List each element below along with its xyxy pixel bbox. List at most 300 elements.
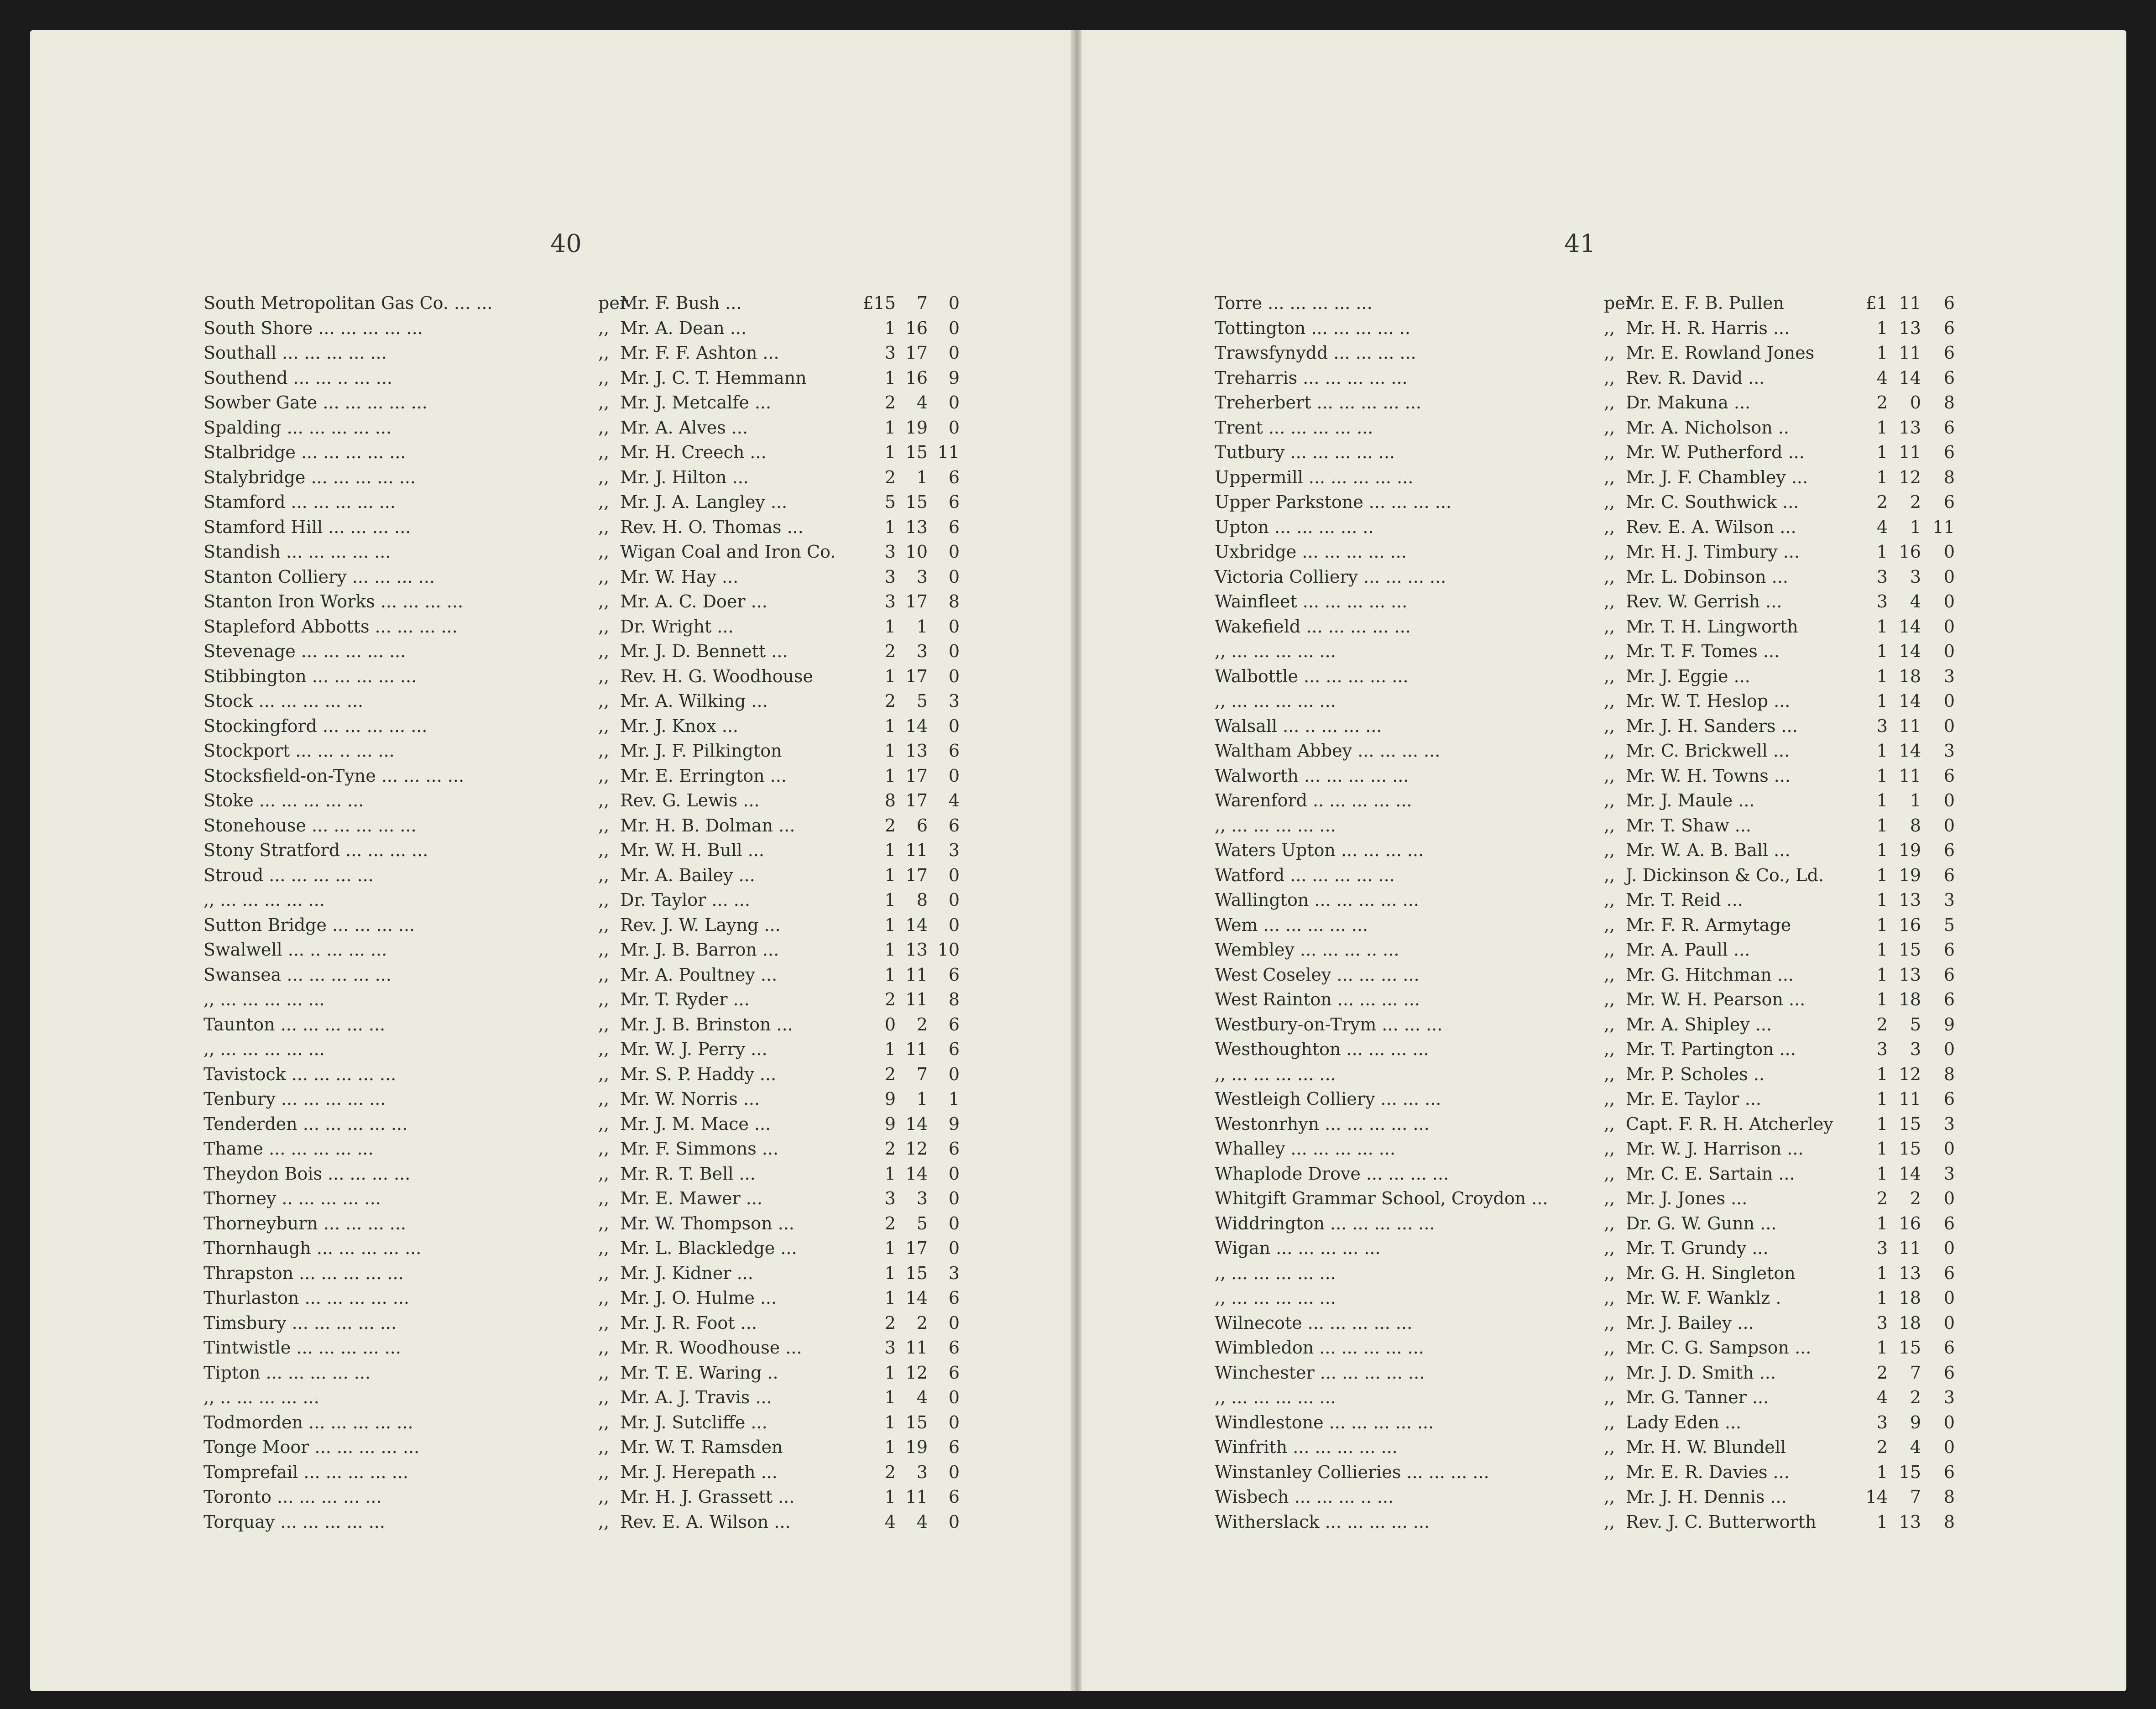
amount-shillings: 19 <box>905 1437 928 1457</box>
amount-pence: 6 <box>948 492 960 512</box>
amount-shillings: 5 <box>1910 1014 1921 1035</box>
amount-shillings: 12 <box>905 1362 928 1383</box>
per-mark: ,, <box>598 890 610 910</box>
amount-pounds: 3 <box>884 343 896 363</box>
amount-pounds: 1 <box>884 417 896 438</box>
per-mark: ,, <box>598 989 610 1009</box>
list-item <box>1081 1484 2126 1510</box>
contact-name: Rev. R. David ... <box>1626 367 1765 388</box>
amount-pounds: 1 <box>1876 741 1888 761</box>
contact-name: J. Dickinson & Co., Ld. <box>1626 865 1824 885</box>
list-item <box>1081 813 2126 838</box>
list-item <box>1081 515 2126 540</box>
list-item <box>30 1335 1070 1360</box>
amount-shillings: 13 <box>1899 417 1921 438</box>
per-mark: ,, <box>598 940 610 960</box>
per-mark: ,, <box>1604 1213 1615 1233</box>
per-mark: ,, <box>598 367 610 388</box>
amount-pounds: 1 <box>1876 1163 1888 1184</box>
place-name: South Shore ... ... ... ... ... <box>204 318 423 338</box>
list-item <box>1081 788 2126 813</box>
amount-pounds: 1 <box>1876 318 1888 338</box>
per-mark: ,, <box>598 616 610 637</box>
place-name: Stanton Iron Works ... ... ... ... <box>204 591 464 611</box>
list-item <box>30 788 1070 813</box>
contact-name: Mr. A. Shipley ... <box>1626 1014 1772 1035</box>
contact-name: Mr. C. Southwick ... <box>1626 492 1799 512</box>
per-mark: per <box>1604 293 1634 313</box>
list-item <box>30 515 1070 540</box>
place-name: Swalwell ... .. ... ... ... <box>204 940 387 960</box>
amount-pence: 1 <box>948 1089 960 1109</box>
amount-shillings: 17 <box>905 765 928 786</box>
list-item <box>30 1186 1070 1211</box>
amount-pounds: 1 <box>1876 1462 1888 1482</box>
amount-pounds: 1 <box>1876 542 1888 562</box>
contact-name: Mr. E. Mawer ... <box>620 1188 763 1208</box>
per-mark: ,, <box>1604 1462 1615 1482</box>
amount-shillings: 17 <box>905 865 928 885</box>
contact-name: Mr. J. R. Foot ... <box>620 1312 757 1333</box>
list-item <box>30 1136 1070 1161</box>
amount-pence: 11 <box>937 442 960 462</box>
list-item <box>1081 1062 2126 1087</box>
amount-pence: 0 <box>948 417 960 438</box>
place-name: Winchester ... ... ... ... ... <box>1215 1362 1425 1383</box>
amount-shillings: 1 <box>916 1089 928 1109</box>
amount-pence: 6 <box>1943 293 1955 313</box>
amount-shillings: 15 <box>1899 1462 1921 1482</box>
amount-pounds: 1 <box>1876 890 1888 910</box>
amount-shillings: 11 <box>905 840 928 860</box>
list-item <box>1081 340 2126 366</box>
contact-name: Mr. P. Scholes .. <box>1626 1064 1765 1084</box>
contact-name: Rev. H. O. Thomas ... <box>620 517 804 537</box>
contact-name: Mr. J. A. Langley ... <box>620 492 788 512</box>
amount-pence: 0 <box>1943 616 1955 637</box>
place-name: Victoria Colliery ... ... ... ... <box>1215 566 1446 587</box>
contact-name: Mr. E. Taylor ... <box>1626 1089 1761 1109</box>
place-name: Wisbech ... ... ... .. ... <box>1215 1487 1394 1507</box>
contact-name: Mr. A. Nicholson .. <box>1626 417 1789 438</box>
list-item <box>30 763 1070 789</box>
contact-name: Mr. R. Woodhouse ... <box>620 1338 802 1358</box>
amount-shillings: 15 <box>905 1263 928 1283</box>
contact-name: Mr. W. Thompson ... <box>620 1213 794 1233</box>
list-item <box>30 813 1070 838</box>
per-mark: ,, <box>1604 1338 1615 1358</box>
place-name: Westhoughton ... ... ... ... <box>1215 1039 1429 1059</box>
contact-name: Mr. T. Grundy ... <box>1626 1238 1769 1258</box>
amount-shillings: 1 <box>1910 790 1921 810</box>
list-item <box>1081 1211 2126 1236</box>
amount-shillings: 16 <box>1899 1213 1921 1233</box>
amount-shillings: 19 <box>1899 840 1921 860</box>
amount-pounds: 3 <box>884 1188 896 1208</box>
amount-pounds: 1 <box>884 1238 896 1258</box>
amount-shillings: 11 <box>1899 343 1921 363</box>
place-name: ,, ... ... ... ... ... <box>204 989 325 1009</box>
amount-pence: 8 <box>1943 467 1955 487</box>
per-mark: ,, <box>598 1338 610 1358</box>
amount-pence: 6 <box>948 1288 960 1308</box>
amount-pence: 3 <box>948 1263 960 1283</box>
amount-pence: 8 <box>1943 1487 1955 1507</box>
amount-pounds: 4 <box>884 1511 896 1532</box>
amount-pounds: 3 <box>884 566 896 587</box>
amount-pence: 5 <box>1943 915 1955 935</box>
place-name: Tenbury ... ... ... ... ... <box>204 1089 386 1109</box>
list-item <box>30 863 1070 888</box>
amount-shillings: 14 <box>905 1288 928 1308</box>
place-name: Tavistock ... ... ... ... ... <box>204 1064 397 1084</box>
amount-pence: 8 <box>948 989 960 1009</box>
contact-name: Mr. W. T. Ramsden <box>620 1437 783 1457</box>
per-mark: ,, <box>1604 467 1615 487</box>
amount-shillings: 13 <box>1899 318 1921 338</box>
per-mark: ,, <box>1604 492 1615 512</box>
amount-pence: 0 <box>948 293 960 313</box>
amount-shillings: 18 <box>1899 1312 1921 1333</box>
amount-pounds: 1 <box>1876 1288 1888 1308</box>
per-mark: ,, <box>598 1412 610 1432</box>
list-item <box>30 987 1070 1012</box>
amount-pence: 0 <box>948 716 960 736</box>
amount-pounds: 1 <box>1876 840 1888 860</box>
amount-pounds: 1 <box>1876 442 1888 462</box>
contact-name: Mr. J. D. Bennett ... <box>620 641 788 661</box>
list-item <box>30 589 1070 614</box>
place-name: Treharris ... ... ... ... ... <box>1215 367 1408 388</box>
list-item <box>30 1460 1070 1485</box>
amount-shillings: 2 <box>916 1014 928 1035</box>
contact-name: Capt. F. R. H. Atcherley <box>1626 1113 1833 1134</box>
list-item <box>30 564 1070 590</box>
per-mark: ,, <box>598 1188 610 1208</box>
contact-name: Mr. C. E. Sartain ... <box>1626 1163 1795 1184</box>
list-item <box>1081 689 2126 714</box>
amount-shillings: 7 <box>916 293 928 313</box>
per-mark: ,, <box>1604 1437 1615 1457</box>
amount-pounds: 1 <box>1876 815 1888 836</box>
amount-pounds: 4 <box>1876 367 1888 388</box>
contact-name: Mr. T. Reid ... <box>1626 890 1743 910</box>
amount-pounds: 1 <box>1876 1139 1888 1159</box>
amount-shillings: 17 <box>905 790 928 810</box>
amount-pounds: 1 <box>884 1362 896 1383</box>
contact-name: Mr. F. Bush ... <box>620 293 742 313</box>
amount-shillings: 12 <box>1899 1064 1921 1084</box>
place-name: ,, ... ... ... ... ... <box>1215 1387 1336 1407</box>
amount-shillings: 14 <box>905 1163 928 1184</box>
per-mark: ,, <box>1604 616 1615 637</box>
amount-pence: 6 <box>1943 940 1955 960</box>
amount-pounds: 3 <box>1876 716 1888 736</box>
amount-shillings: 14 <box>1899 741 1921 761</box>
contact-name: Mr. T. E. Waring .. <box>620 1362 778 1383</box>
amount-pence: 9 <box>948 367 960 388</box>
amount-shillings: 3 <box>916 566 928 587</box>
list-item <box>1081 1087 2126 1112</box>
amount-shillings: 11 <box>905 1039 928 1059</box>
contact-name: Mr. W. H. Bull ... <box>620 840 764 860</box>
per-mark: ,, <box>1604 1163 1615 1184</box>
contact-name: Mr. A. J. Travis ... <box>620 1387 772 1407</box>
per-mark: ,, <box>598 641 610 661</box>
amount-pounds: 2 <box>884 641 896 661</box>
contact-name: Mr. J. Herepath ... <box>620 1462 778 1482</box>
place-name: ,, ... ... ... ... ... <box>204 1039 325 1059</box>
amount-pence: 6 <box>948 1039 960 1059</box>
list-item <box>30 913 1070 938</box>
amount-pence: 6 <box>1943 343 1955 363</box>
place-name: Walworth ... ... ... ... ... <box>1215 765 1409 786</box>
amount-shillings: 1 <box>916 616 928 637</box>
list-item <box>30 639 1070 664</box>
amount-pence: 0 <box>948 1462 960 1482</box>
page-number: 41 <box>1564 229 1596 258</box>
contact-name: Lady Eden ... <box>1626 1412 1742 1432</box>
amount-shillings: 17 <box>905 343 928 363</box>
amount-shillings: 0 <box>1910 392 1921 413</box>
amount-pence: 0 <box>1943 1139 1955 1159</box>
amount-shillings: 7 <box>916 1064 928 1084</box>
place-name: Waltham Abbey ... ... ... ... <box>1215 741 1441 761</box>
amount-pounds: 8 <box>884 790 896 810</box>
amount-pence: 11 <box>1932 517 1955 537</box>
amount-pounds: 1 <box>884 1437 896 1457</box>
list-item <box>30 1037 1070 1062</box>
list-item <box>1081 539 2126 564</box>
place-name: Wigan ... ... ... ... ... <box>1215 1238 1381 1258</box>
contact-name: Mr. H. R. Harris ... <box>1626 318 1790 338</box>
list-item <box>1081 1261 2126 1286</box>
subscription-list <box>1081 291 2126 1534</box>
per-mark: ,, <box>1604 591 1615 611</box>
per-mark: per <box>598 293 628 313</box>
contact-name: Mr. J. F. Pilkington <box>620 741 782 761</box>
list-item <box>1081 714 2126 739</box>
place-name: Witherslack ... ... ... ... ... <box>1215 1511 1430 1532</box>
per-mark: ,, <box>1604 1113 1615 1134</box>
place-name: Westonrhyn ... ... ... ... ... <box>1215 1113 1430 1134</box>
amount-pounds: 4 <box>1876 1387 1888 1407</box>
list-item <box>30 1236 1070 1261</box>
amount-pounds: 2 <box>884 815 896 836</box>
amount-shillings: 10 <box>905 542 928 562</box>
amount-pounds: 3 <box>884 1338 896 1358</box>
amount-pounds: 1 <box>884 840 896 860</box>
contact-name: Mr. L. Dobinson ... <box>1626 566 1788 587</box>
place-name: Thorneyburn ... ... ... ... <box>204 1213 406 1233</box>
list-item <box>1081 564 2126 590</box>
place-name: ,, ... ... ... ... ... <box>1215 1263 1336 1283</box>
place-name: ,, ... ... ... ... ... <box>204 890 325 910</box>
contact-name: Mr. E. R. Davies ... <box>1626 1462 1790 1482</box>
place-name: Trent ... ... ... ... ... <box>1215 417 1373 438</box>
place-name: West Rainton ... ... ... ... <box>1215 989 1420 1009</box>
amount-pounds: 3 <box>1876 1412 1888 1432</box>
amount-pounds: 1 <box>884 1039 896 1059</box>
list-item <box>30 1410 1070 1435</box>
per-mark: ,, <box>1604 367 1615 388</box>
per-mark: ,, <box>1604 1014 1615 1035</box>
place-name: Trawsfynydd ... ... ... ... <box>1215 343 1416 363</box>
amount-pounds: 1 <box>1876 964 1888 985</box>
place-name: Tintwistle ... ... ... ... ... <box>204 1338 401 1358</box>
list-item <box>30 1484 1070 1510</box>
place-name: Thurlaston ... ... ... ... ... <box>204 1288 409 1308</box>
place-name: Stapleford Abbotts ... ... ... ... <box>204 616 458 637</box>
per-mark: ,, <box>1604 343 1615 363</box>
amount-pence: 6 <box>1943 492 1955 512</box>
amount-pounds: 1 <box>1876 1064 1888 1084</box>
per-mark: ,, <box>1604 318 1615 338</box>
amount-pence: 6 <box>948 517 960 537</box>
amount-shillings: 12 <box>905 1139 928 1159</box>
amount-pence: 0 <box>948 566 960 587</box>
per-mark: ,, <box>1604 1188 1615 1208</box>
place-name: Warenford .. ... ... ... ... <box>1215 790 1412 810</box>
per-mark: ,, <box>1604 392 1615 413</box>
amount-pounds: 1 <box>884 367 896 388</box>
place-name: Whaplode Drove ... ... ... ... <box>1215 1163 1449 1184</box>
amount-pounds: 1 <box>1876 1511 1888 1532</box>
list-item <box>30 888 1070 913</box>
amount-pounds: 1 <box>1876 865 1888 885</box>
per-mark: ,, <box>598 691 610 711</box>
contact-name: Mr. A. C. Doer ... <box>620 591 767 611</box>
per-mark: ,, <box>598 343 610 363</box>
amount-pence: 0 <box>948 1163 960 1184</box>
place-name: ,, .. ... ... ... ... <box>204 1387 319 1407</box>
contact-name: Dr. Makuna ... <box>1626 392 1751 413</box>
amount-pounds: 1 <box>1876 1338 1888 1358</box>
amount-shillings: 11 <box>1899 1238 1921 1258</box>
per-mark: ,, <box>598 591 610 611</box>
per-mark: ,, <box>598 790 610 810</box>
per-mark: ,, <box>598 840 610 860</box>
place-name: Stalybridge ... ... ... ... ... <box>204 467 416 487</box>
amount-shillings: 18 <box>1899 1288 1921 1308</box>
list-item <box>1081 937 2126 962</box>
place-name: Winstanley Collieries ... ... ... ... <box>1215 1462 1489 1482</box>
per-mark: ,, <box>598 765 610 786</box>
amount-pence: 8 <box>948 591 960 611</box>
list-item <box>1081 589 2126 614</box>
amount-shillings: 5 <box>916 1213 928 1233</box>
list-item <box>1081 1311 2126 1336</box>
place-name: Upton ... ... ... ... .. <box>1215 517 1374 537</box>
page-number: 40 <box>550 229 582 258</box>
list-item <box>30 1435 1070 1460</box>
amount-pence: 3 <box>1943 741 1955 761</box>
place-name: Stevenage ... ... ... ... ... <box>204 641 406 661</box>
per-mark: ,, <box>1604 566 1615 587</box>
list-item <box>1081 291 2126 316</box>
amount-pence: 6 <box>948 741 960 761</box>
contact-name: Rev. H. G. Woodhouse <box>620 666 814 686</box>
amount-shillings: 4 <box>916 1387 928 1407</box>
contact-name: Mr. A. Alves ... <box>620 417 748 438</box>
list-item <box>30 1161 1070 1186</box>
contact-name: Mr. J. F. Chambley ... <box>1626 467 1808 487</box>
amount-shillings: 11 <box>1899 442 1921 462</box>
amount-pence: 6 <box>1943 442 1955 462</box>
amount-pence: 0 <box>1943 641 1955 661</box>
amount-pence: 0 <box>948 343 960 363</box>
amount-pounds: 1 <box>884 1263 896 1283</box>
list-item <box>30 1385 1070 1410</box>
amount-pence: 0 <box>948 1412 960 1432</box>
place-name: Tomprefail ... ... ... ... ... <box>204 1462 408 1482</box>
per-mark: ,, <box>598 392 610 413</box>
per-mark: ,, <box>598 1163 610 1184</box>
amount-shillings: 12 <box>1899 467 1921 487</box>
amount-pounds: £1 <box>1865 293 1888 313</box>
list-item <box>1081 1460 2126 1485</box>
place-name: Stony Stratford ... ... ... ... <box>204 840 428 860</box>
amount-pence: 0 <box>1943 691 1955 711</box>
contact-name: Mr. W. J. Harrison ... <box>1626 1139 1804 1159</box>
list-item <box>1081 440 2126 465</box>
list-item <box>1081 1286 2126 1311</box>
place-name: Southend ... ... .. ... ... <box>204 367 392 388</box>
amount-pounds: 3 <box>884 591 896 611</box>
amount-pence: 6 <box>1943 1263 1955 1283</box>
amount-pounds: 1 <box>884 442 896 462</box>
amount-pounds: 2 <box>884 1462 896 1482</box>
amount-pence: 9 <box>948 1113 960 1134</box>
per-mark: ,, <box>1604 765 1615 786</box>
place-name: Thorney .. ... ... ... ... <box>204 1188 381 1208</box>
list-item <box>30 490 1070 515</box>
amount-shillings: 6 <box>916 815 928 836</box>
per-mark: ,, <box>1604 691 1615 711</box>
amount-shillings: 5 <box>916 691 928 711</box>
contact-name: Rev. E. A. Wilson ... <box>1626 517 1796 537</box>
per-mark: ,, <box>1604 790 1615 810</box>
contact-name: Rev. W. Gerrish ... <box>1626 591 1782 611</box>
list-item <box>30 1087 1070 1112</box>
amount-pounds: 1 <box>884 741 896 761</box>
amount-pounds: 1 <box>884 318 896 338</box>
amount-pounds: 1 <box>884 716 896 736</box>
amount-shillings: 2 <box>1910 1188 1921 1208</box>
place-name: Uxbridge ... ... ... ... ... <box>1215 542 1407 562</box>
per-mark: ,, <box>598 964 610 985</box>
contact-name: Mr. W. Norris ... <box>620 1089 760 1109</box>
amount-shillings: 11 <box>1899 293 1921 313</box>
amount-pounds: 1 <box>1876 989 1888 1009</box>
list-item <box>1081 465 2126 490</box>
amount-pence: 8 <box>1943 1064 1955 1084</box>
list-item <box>1081 1161 2126 1186</box>
place-name: Stalbridge ... ... ... ... ... <box>204 442 406 462</box>
amount-pounds: 1 <box>1876 417 1888 438</box>
amount-pence: 0 <box>1943 1437 1955 1457</box>
contact-name: Dr. G. W. Gunn ... <box>1626 1213 1777 1233</box>
amount-pounds: 2 <box>884 1064 896 1084</box>
amount-pence: 0 <box>948 1188 960 1208</box>
amount-pounds: 1 <box>884 865 896 885</box>
amount-pence: 0 <box>948 641 960 661</box>
amount-pence: 0 <box>1943 790 1955 810</box>
contact-name: Mr. J. Sutcliffe ... <box>620 1412 767 1432</box>
place-name: Winfrith ... ... ... ... ... <box>1215 1437 1398 1457</box>
contact-name: Rev. G. Lewis ... <box>620 790 760 810</box>
per-mark: ,, <box>598 1238 610 1258</box>
